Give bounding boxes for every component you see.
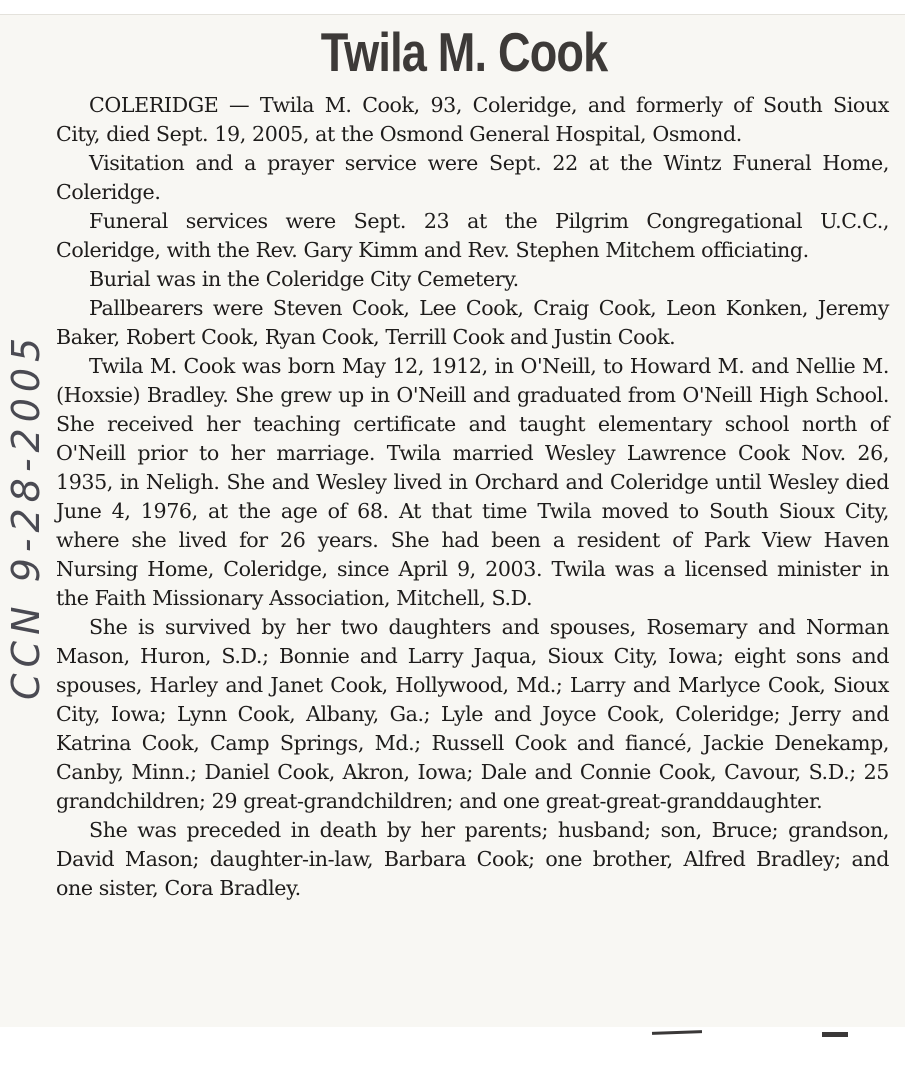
paragraph-pallbearers: Pallbearers were Steven Cook, Lee Cook, Craig Cook, Leon Konken, Jeremy Baker, Robert Cook, Ryan Cook, Terrill Cook and Justin Cook. <box>56 296 889 349</box>
paragraph-preceded-in-death: She was preceded in death by her parents; husband; son, Bruce; grandson, David Mason; daughter-in-law, Barbara Cook; one brother, Alfred Bradley; and one sister, Cora Bradley. <box>56 818 889 900</box>
obituary-headline: Twila M. Cook <box>320 21 608 83</box>
scan-edge-mark <box>822 1032 848 1037</box>
obituary-body <box>56 91 889 903</box>
handwritten-date-annotation: CCN 9-28-2005 <box>4 331 48 700</box>
paragraph-burial: Burial was in the Coleridge City Cemetery. <box>89 267 519 291</box>
paragraph-funeral-services: Funeral services were Sept. 23 at the Pilgrim Congregational U.C.C., Coleridge, with the Rev. Gary Kimm and Rev. Stephen Mitchem officiating. <box>56 209 889 262</box>
paragraph-survivors: She is survived by her two daughters and spouses, Rosemary and Norman Mason, Huron, S.D.; Bonnie and Larry Jaqua, Sioux City, Iowa; eight sons and spouses, Harley and Janet Cook, Hollywood, Md.; Larry and Marlyce Cook, Sioux City, Iowa; Lynn Cook, Albany, Ga.; Lyle and Joyce Cook, Coleridge; Jerry and Katrina Cook, Camp Springs, Md.; Russell Cook and fiancé, Jackie Denekamp, Canby, Minn.; Daniel Cook, Akron, Iowa; Dale and Connie Cook, Cavour, S.D.; 25 grandchildren; 29 great-grandchildren; and one great-great-granddaughter. <box>56 615 889 813</box>
paragraph-biography: Twila M. Cook was born May 12, 1912, in O'Neill, to Howard M. and Nellie M. (Hoxsie) Bradley. She grew up in O'Neill and graduated from O'Neill High School. She received her teaching certificate and taught elementary school north of O'Neill prior to her marriage. Twila married Wesley Lawrence Cook Nov. 26, 1935, in Neligh. She and Wesley lived in Orchard and Coleridge until Wesley died June 4, 1976, at the age of 68. At that time Twila moved to South Sioux City, where she lived for 26 years. She had been a resident of Park View Haven Nursing Home, Coleridge, since April 9, 2003. Twila was a licensed minister in the Faith Missionary Association, Mitchell, S.D. <box>56 354 889 610</box>
paragraph-visitation: Visitation and a prayer service were Sept. 22 at the Wintz Funeral Home, Coleridge. <box>56 151 889 204</box>
scan-edge-mark <box>652 1030 702 1035</box>
paragraph-death-notice: COLERIDGE — Twila M. Cook, 93, Coleridge, and formerly of South Sioux City, died Sept. 19, 2005, at the Osmond General Hospital, Osmond. <box>56 93 889 146</box>
